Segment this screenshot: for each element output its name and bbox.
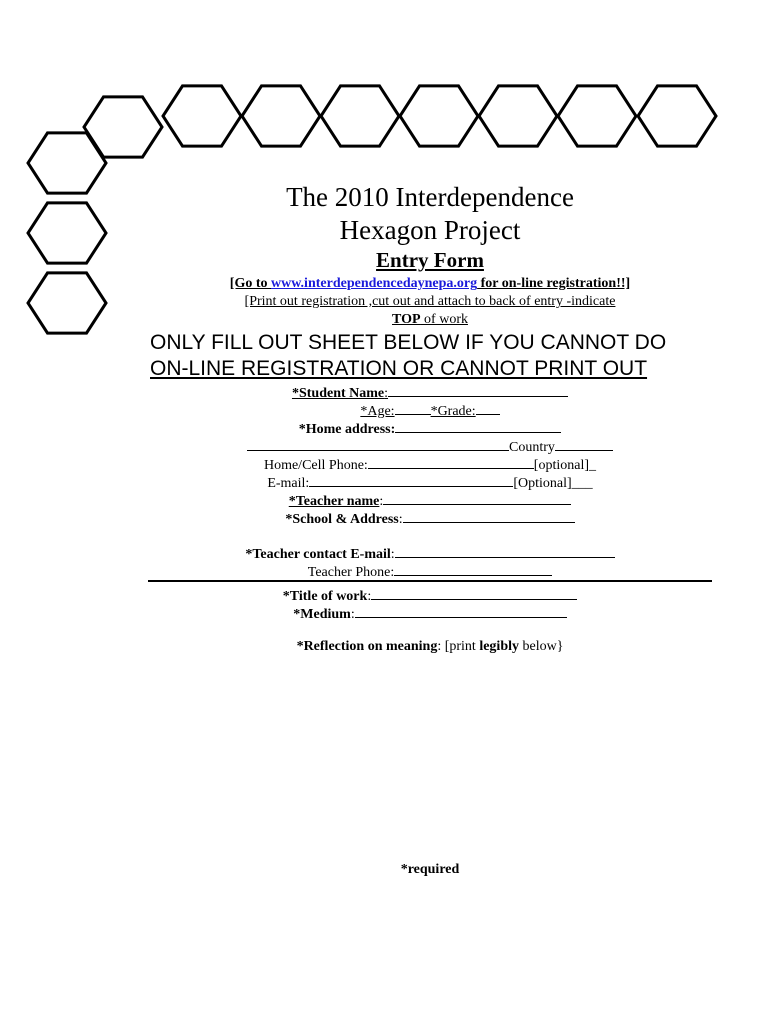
student-name-field[interactable]: *Student Name: (0, 383, 770, 402)
registration-link[interactable]: www.interdependencedaynepa.org (271, 276, 478, 291)
hexagon-shape (242, 86, 320, 146)
hexagon-shape (638, 86, 716, 146)
phone-field[interactable] (0, 455, 770, 474)
teacher-email-blank[interactable] (395, 544, 615, 558)
notice-line-1: ONLY FILL OUT SHEET BELOW IF YOU CANNOT DO (150, 331, 667, 354)
teacher-name-label: *Teacher name (288, 494, 380, 509)
country-label: Country (509, 440, 555, 455)
age-grade-field[interactable] (0, 401, 770, 420)
title-of-work-field[interactable]: *Title of work: (0, 586, 770, 605)
phone-label: Home/Cell Phone: (263, 458, 368, 473)
page-title-line-2: Hexagon Project (339, 215, 521, 245)
phone-blank[interactable] (368, 455, 534, 469)
home-address-blank[interactable] (395, 419, 561, 433)
hexagon-shape (479, 86, 557, 146)
reflection-field: *Reflection on meaning: [print legibly below} (296, 639, 564, 654)
registration-line (0, 276, 770, 292)
school-address-blank[interactable] (403, 509, 575, 523)
print-note: [Print out registration ,cut out and attach to back of entry -indicate (244, 294, 616, 309)
title-of-work-label: *Title of work (282, 589, 368, 604)
hexagon-shape (321, 86, 399, 146)
top-suffix: of work (420, 312, 468, 327)
notice-line-2: ON-LINE REGISTRATION OR CANNOT PRINT OUT (150, 357, 648, 380)
email-label: E-mail: (267, 476, 310, 491)
address-line-blank[interactable] (247, 437, 509, 451)
country-blank[interactable] (555, 437, 613, 451)
student-name-blank[interactable] (388, 383, 568, 397)
school-address-label: *School & Address (285, 512, 399, 527)
school-address-field[interactable]: *School & Address: (0, 509, 770, 528)
teacher-name-blank[interactable] (383, 491, 571, 505)
email-optional: [Optional]___ (513, 476, 593, 491)
registration-suffix: for on-line registration!!] (477, 276, 631, 291)
entry-form-heading: Entry Form (376, 248, 484, 272)
medium-label: *Medium (293, 607, 351, 622)
teacher-phone-field[interactable] (0, 562, 770, 581)
home-address-label: *Home address: (298, 422, 396, 437)
email-field[interactable] (0, 473, 770, 492)
teacher-phone-label: Teacher Phone: (307, 565, 395, 580)
section-divider (148, 580, 712, 582)
student-name-label: *Student Name (291, 386, 385, 401)
grade-label: *Grade: (430, 404, 476, 419)
hexagon-shape (400, 86, 478, 146)
medium-blank[interactable] (355, 604, 567, 618)
grade-blank[interactable] (476, 401, 500, 415)
teacher-email-field[interactable]: *Teacher contact E-mail: (0, 544, 770, 563)
required-note: *required (400, 862, 460, 877)
page-title-line-1: The 2010 Interdependence (286, 182, 574, 212)
registration-prefix: [Go to (229, 276, 271, 291)
country-field[interactable] (0, 437, 770, 456)
teacher-email-label: *Teacher contact E-mail (245, 547, 391, 562)
title-of-work-blank[interactable] (371, 586, 577, 600)
age-blank[interactable] (395, 401, 431, 415)
hexagon-shape (163, 86, 241, 146)
age-label: *Age: (360, 404, 395, 419)
top-note (0, 312, 770, 328)
reflection-label: *Reflection on meaning (296, 639, 438, 654)
phone-optional: [optional]_ (533, 458, 597, 473)
email-blank[interactable] (309, 473, 513, 487)
medium-field[interactable]: *Medium: (0, 604, 770, 623)
top-word: TOP (392, 312, 421, 327)
teacher-phone-blank[interactable] (394, 562, 552, 576)
home-address-field[interactable] (0, 419, 770, 438)
teacher-name-field[interactable]: *Teacher name: (0, 491, 770, 510)
hexagon-shape (558, 86, 636, 146)
